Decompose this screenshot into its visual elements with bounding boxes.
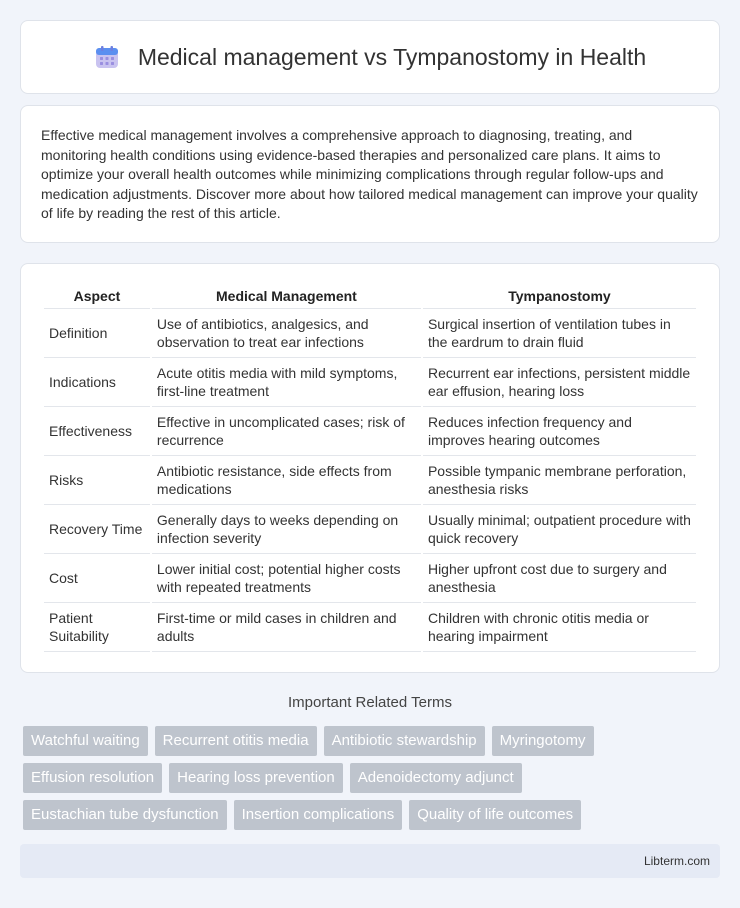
term-tag[interactable]: Recurrent otitis media: [155, 726, 317, 756]
page-title: Medical management vs Tympanostomy in Health: [137, 43, 647, 70]
tympanostomy-cell: Possible tympanic membrane perforation, anesthesia risks: [423, 456, 696, 505]
medical-cell: Use of antibiotics, analgesics, and observation to treat ear infections: [152, 309, 421, 358]
aspect-cell: Cost: [44, 554, 150, 603]
title-card: [20, 20, 720, 94]
term-tag[interactable]: Hearing loss prevention: [169, 763, 343, 793]
footer-site-link[interactable]: Libterm.com: [643, 854, 710, 868]
term-row: [23, 763, 723, 793]
medical-cell: Lower initial cost; potential higher costs with repeated treatments: [152, 554, 421, 603]
medical-cell: First-time or mild cases in children and adults: [152, 603, 421, 652]
table-row: [44, 309, 696, 358]
aspect-cell: Risks: [44, 456, 150, 505]
medical-cell: Effective in uncomplicated cases; risk of recurrence: [152, 407, 421, 456]
aspect-cell: Patient Suitability: [44, 603, 150, 652]
term-tag[interactable]: Adenoidectomy adjunct: [350, 763, 522, 793]
term-tag[interactable]: Watchful waiting: [23, 726, 148, 756]
header-aspect: Aspect: [44, 284, 150, 309]
aspect-cell: Recovery Time: [44, 505, 150, 554]
intro-card: [20, 105, 720, 243]
term-row: [23, 800, 723, 830]
tympanostomy-cell: Usually minimal; outpatient procedure with quick recovery: [423, 505, 696, 554]
tympanostomy-cell: Recurrent ear infections, persistent middle ear effusion, hearing loss: [423, 358, 696, 407]
table-row: [44, 554, 696, 603]
medical-cell: Generally days to weeks depending on infection severity: [152, 505, 421, 554]
medical-cell: Antibiotic resistance, side effects from medications: [152, 456, 421, 505]
table-header-row: [44, 284, 696, 309]
related-terms: [23, 726, 723, 837]
table-row: [44, 505, 696, 554]
tympanostomy-cell: Reduces infection frequency and improves hearing outcomes: [423, 407, 696, 456]
term-tag[interactable]: Myringotomy: [492, 726, 594, 756]
table-row: [44, 603, 696, 652]
tympanostomy-cell: Children with chronic otitis media or hearing impairment: [423, 603, 696, 652]
comparison-table: [42, 284, 698, 652]
term-tag[interactable]: Effusion resolution: [23, 763, 162, 793]
footer: [20, 844, 720, 878]
calendar-icon: [94, 44, 120, 70]
term-tag[interactable]: Insertion complications: [234, 800, 403, 830]
term-tag[interactable]: Eustachian tube dysfunction: [23, 800, 227, 830]
aspect-cell: Indications: [44, 358, 150, 407]
medical-cell: Acute otitis media with mild symptoms, first-line treatment: [152, 358, 421, 407]
related-terms-title: Important Related Terms: [288, 694, 452, 711]
tympanostomy-cell: Surgical insertion of ventilation tubes in the eardrum to drain fluid: [423, 309, 696, 358]
header-medical-management: Medical Management: [152, 284, 421, 309]
comparison-table-card: [20, 263, 720, 673]
aspect-cell: Effectiveness: [44, 407, 150, 456]
intro-text: Effective medical management involves a comprehensive approach to diagnosing, treating, and monitoring health conditions using evidence-based therapies and personalized care plans. It aims to optimize your overall health outcomes while minimizing complications through regular follow-ups and medication adjustments. Discover more about how tailored medical management can improve your quality of life by reading the rest of this article.: [41, 127, 698, 221]
aspect-cell: Definition: [44, 309, 150, 358]
table-row: [44, 407, 696, 456]
term-row: [23, 726, 723, 756]
term-tag[interactable]: Quality of life outcomes: [409, 800, 581, 830]
table-row: [44, 456, 696, 505]
header-tympanostomy: Tympanostomy: [423, 284, 696, 309]
table-row: [44, 358, 696, 407]
tympanostomy-cell: Higher upfront cost due to surgery and anesthesia: [423, 554, 696, 603]
term-tag[interactable]: Antibiotic stewardship: [324, 726, 485, 756]
